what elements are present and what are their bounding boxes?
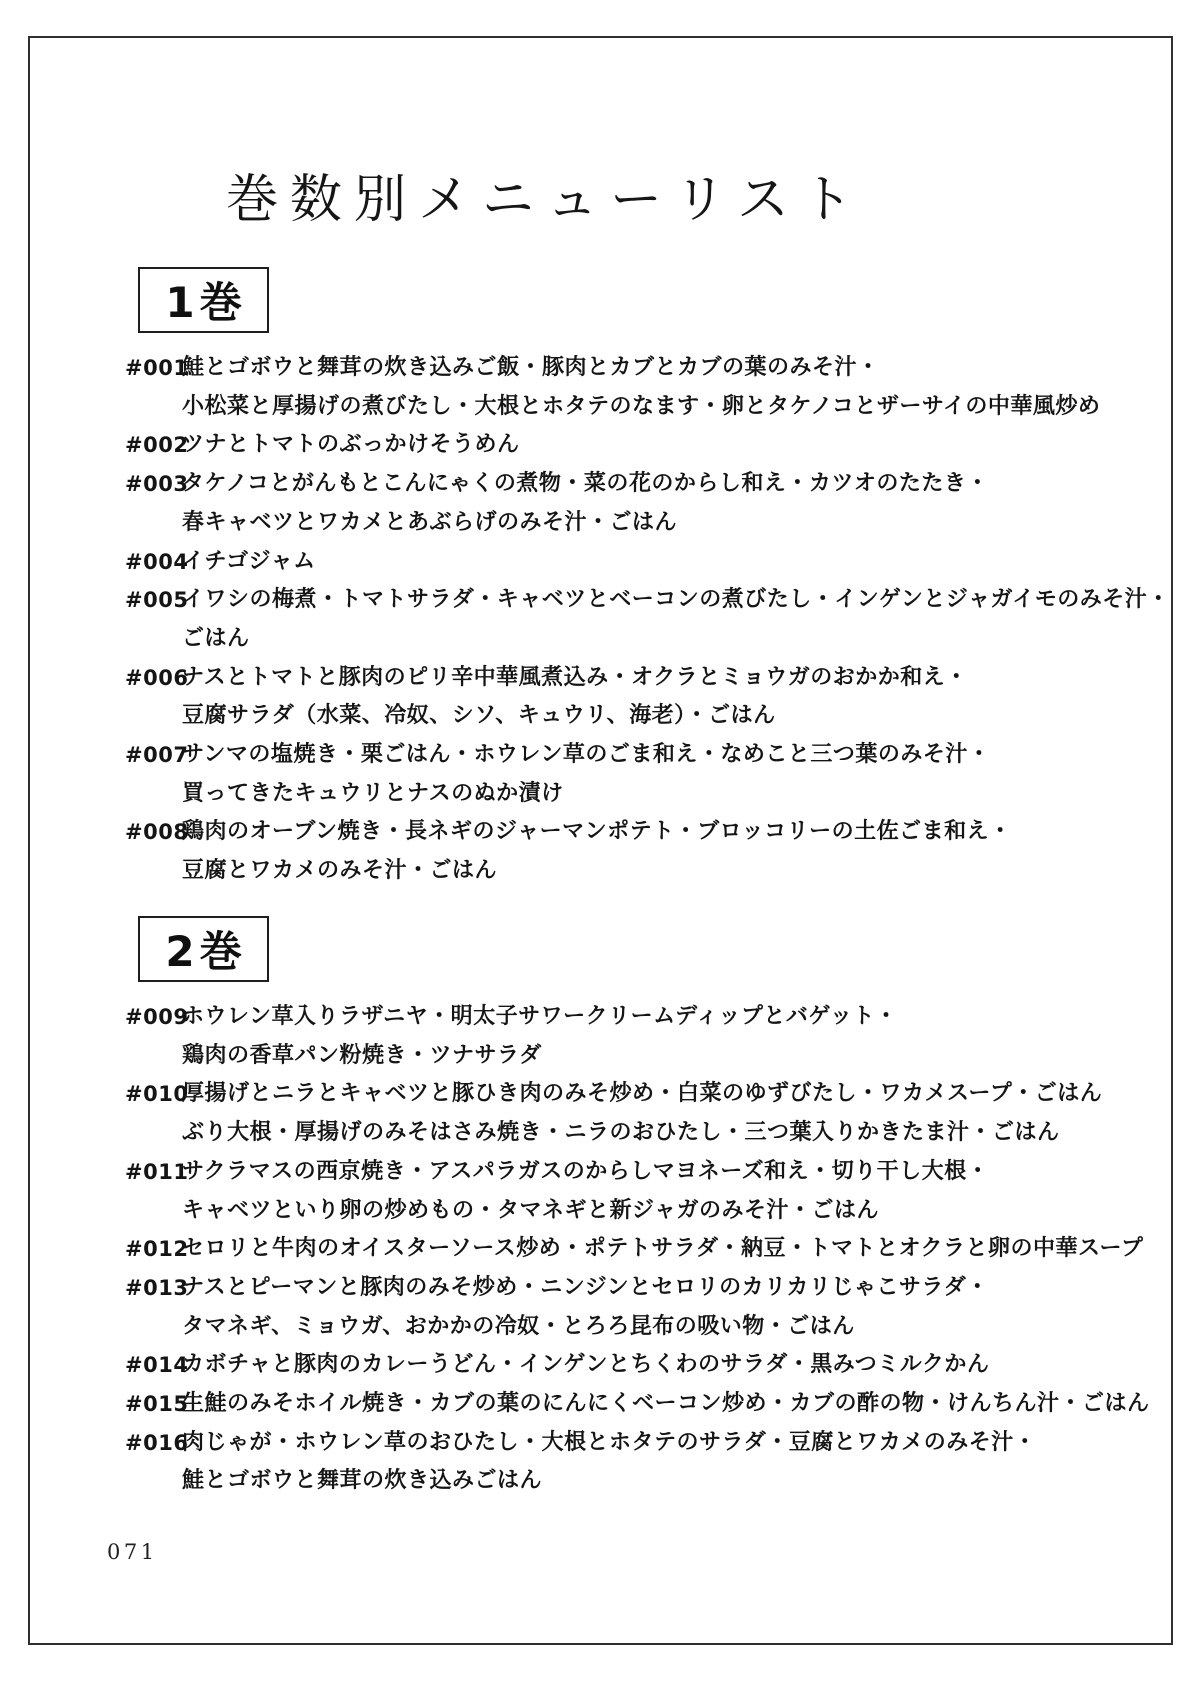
entry-line: イワシの梅煮・トマトサラダ・キャベツとベーコンの煮びたし・インゲンとジャガイモのみそ汁・: [182, 587, 1170, 613]
entry-lines: [182, 1424, 1173, 1501]
entry-lines: [182, 736, 1173, 813]
entry-line: 買ってきたキュウリとナスのぬか漬け: [182, 780, 564, 806]
entry-line: ぶり大根・厚揚げのみそはさみ焼き・ニラのおひたし・三つ葉入りかきたま汁・ごはん: [182, 1120, 1060, 1146]
entry-line: 春キャベツとワカメとあぶらげのみそ汁・ごはん: [182, 509, 678, 535]
entry-line: タマネギ、ミョウガ、おかかの冷奴・とろろ昆布の吸い物・ごはん: [182, 1313, 855, 1339]
entry-id: #004: [125, 549, 189, 574]
volume-badge-1: 1巻: [138, 267, 269, 333]
entry-line: ホウレン草入りラザニヤ・明太子サワークリームディップとバゲット・: [182, 1004, 898, 1029]
entry-line: ナスとピーマンと豚肉のみそ炒め・ニンジンとセロリのカリカリじゃこサラダ・: [182, 1274, 989, 1300]
entry-id: #008: [125, 820, 189, 845]
entry-lines: [182, 426, 1173, 465]
entry-id: #001: [125, 356, 189, 380]
entry-row: [125, 1075, 1173, 1152]
entries-volume-1: [125, 349, 1173, 891]
entry-lines: [182, 998, 1173, 1075]
entry-lines: [182, 659, 1173, 736]
entry-lines: [182, 1075, 1173, 1152]
entry-line: 肉じゃが・ホウレン草のおひたし・大根とホタテのサラダ・豆腐とワカメのみそ汁・: [182, 1429, 1037, 1455]
entry-lines: [182, 1269, 1173, 1346]
entry-row: [125, 1230, 1173, 1269]
entry-id: #014: [125, 1353, 189, 1378]
entry-line: イチゴジャム: [182, 548, 316, 574]
page-number: 071: [107, 1540, 158, 1564]
entry-lines: [182, 543, 1173, 582]
entry-row: [125, 1269, 1173, 1346]
entry-row: [125, 1346, 1173, 1385]
entry-lines: [182, 1230, 1173, 1269]
entry-id: #002: [125, 433, 189, 458]
entry-line: サンマの塩焼き・栗ごはん・ホウレン草のごま和え・なめこと三つ葉のみそ汁・: [182, 742, 991, 768]
entry-lines: [182, 1385, 1173, 1424]
entry-id: #011: [125, 1159, 189, 1184]
entry-row: [125, 426, 1173, 465]
entry-id: #009: [125, 1005, 189, 1029]
entry-line: 鶏肉の香草パン粉焼き・ツナサラダ: [182, 1042, 542, 1068]
entry-id: #005: [125, 588, 189, 613]
entry-lines: [182, 349, 1173, 426]
entry-row: [125, 1153, 1173, 1230]
entry-line: 生鮭のみそホイル焼き・カブの葉のにんにくベーコン炒め・カブの酢の物・けんちん汁・ごはん: [182, 1391, 1150, 1417]
entry-id: #013: [125, 1275, 189, 1300]
entry-line: 豆腐とワカメのみそ汁・ごはん: [182, 858, 498, 884]
entry-row: [125, 581, 1173, 658]
entry-line: 豆腐サラダ（水菜、冷奴、シソ、キュウリ、海老）・ごはん: [182, 703, 776, 729]
entry-id: #010: [125, 1082, 189, 1107]
entry-row: [125, 1385, 1173, 1424]
entry-line: カボチャと豚肉のカレーうどん・インゲンとちくわのサラダ・黒みつミルクかん: [182, 1352, 990, 1378]
entry-line: セロリと牛肉のオイスターソース炒め・ポテトサラダ・納豆・トマトとオクラと卵の中華スープ: [182, 1236, 1144, 1262]
entry-line: ツナとトマトのぶっかけそうめん: [182, 432, 520, 458]
entry-line: ごはん: [182, 625, 250, 651]
entry-line: サクラマスの西京焼き・アスパラガスのからしマヨネーズ和え・切り干し大根・: [182, 1158, 990, 1184]
entry-line: キャベツといり卵の炒めもの・タマネギと新ジャガのみそ汁・ごはん: [182, 1197, 880, 1223]
entry-row: [125, 349, 1173, 426]
entry-lines: [182, 465, 1173, 542]
entry-id: #007: [125, 743, 189, 768]
entry-line: ナスとトマトと豚肉のピリ辛中華風煮込み・オクラとミョウガのおかか和え・: [182, 664, 968, 690]
page-title: 巻数別メニューリスト: [226, 170, 865, 230]
entry-line: 鶏肉のオーブン焼き・長ネギのジャーマンポテト・ブロッコリーの土佐ごま和え・: [182, 819, 1012, 845]
entry-lines: [182, 1346, 1173, 1385]
entry-id: #006: [125, 665, 189, 690]
entry-line: 鮭とゴボウと舞茸の炊き込みごはん: [182, 1468, 543, 1494]
entry-id: #003: [125, 472, 189, 497]
entry-lines: [182, 581, 1173, 658]
entry-row: [125, 736, 1173, 813]
volume-badge-2: 2巻: [138, 916, 269, 982]
entry-id: #012: [125, 1237, 189, 1262]
entry-id: #015: [125, 1392, 189, 1417]
entry-lines: [182, 813, 1173, 890]
entry-row: [125, 543, 1173, 582]
entry-row: [125, 465, 1173, 542]
entry-line: 鮭とゴボウと舞茸の炊き込みご飯・豚肉とカブとカブの葉のみそ汁・: [182, 355, 880, 380]
entry-row: [125, 813, 1173, 890]
entry-lines: [182, 1153, 1173, 1230]
entry-id: #016: [125, 1430, 189, 1455]
entry-line: 小松菜と厚揚げの煮びたし・大根とホタテのなます・卵とタケノコとザーサイの中華風炒め: [182, 393, 1101, 419]
entry-line: タケノコとがんもとこんにゃくの煮物・菜の花のからし和え・カツオのたたき・: [182, 471, 989, 497]
entry-row: [125, 1424, 1173, 1501]
entries-volume-2: [125, 998, 1173, 1501]
entry-row: [125, 659, 1173, 736]
entry-row: [125, 998, 1173, 1075]
entry-line: 厚揚げとニラとキャベツと豚ひき肉のみそ炒め・白菜のゆずびたし・ワカメスープ・ごはん: [182, 1081, 1103, 1107]
